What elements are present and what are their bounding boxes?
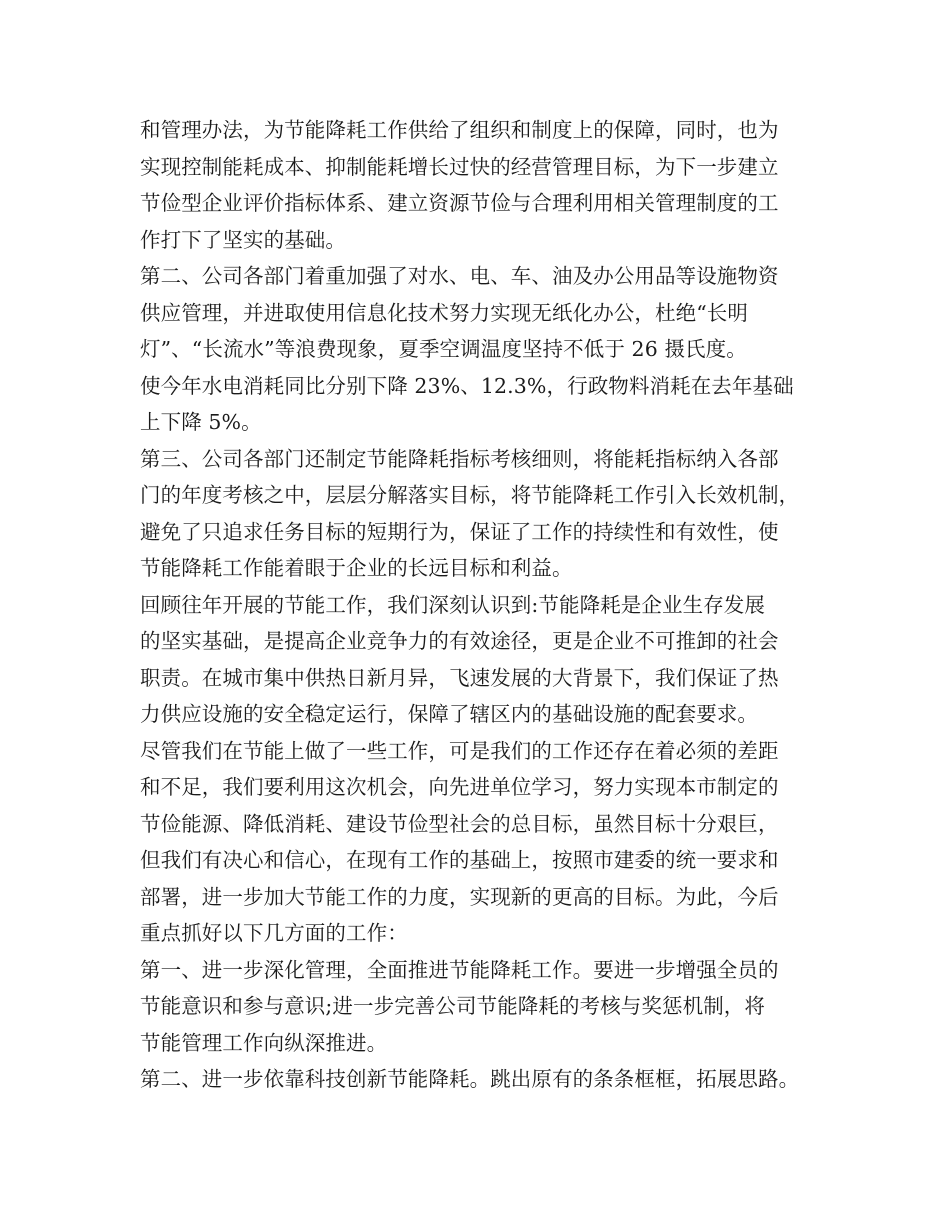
text-line: 作打下了坚实的基础。: [140, 227, 346, 252]
text-line: 第二、进一步依靠科技创新节能降耗。跳出原有的条条框框，拓展思路。: [140, 1067, 800, 1091]
text-line: 节俭型企业评价指标体系、建立资源节俭与合理利用相关管理制度的工: [140, 191, 779, 215]
text-line: 职责。在城市集中供热日新月异，飞速发展的大背景下，我们保证了热: [140, 665, 779, 690]
text-line: 节能降耗工作能着眼于企业的长远目标和利益。: [140, 556, 573, 580]
text-line: 和管理办法，为节能降耗工作供给了组织和制度上的保障，同时，也为: [140, 118, 779, 142]
text-line: 部署，进一步加大节能工作的力度，实现新的更高的目标。为此，今后: [140, 884, 779, 909]
text-line: 和不足，我们要利用这次机会，向先进单位学习，努力实现本市制定的: [140, 775, 779, 799]
text-line: 力供应设施的安全稳定运行，保障了辖区内的基础设施的配套要求。: [140, 702, 758, 726]
text-line: 灯”、“长流水”等浪费现象，夏季空调温度坚持不低于 26 摄氏度。: [140, 337, 747, 361]
text-line: 实现控制能耗成本、抑制能耗增长过快的经营管理目标，为下一步建立: [140, 154, 779, 179]
text-line: 避免了只追求任务目标的短期行为，保证了工作的持续性和有效性，使: [140, 519, 779, 544]
text-line: 回顾往年开展的节能工作，我们深刻认识到:节能降耗是企业生存发展: [140, 592, 766, 617]
text-line: 第三、公司各部门还制定节能降耗指标考核细则，将能耗指标纳入各部: [140, 446, 779, 471]
text-line: 的坚实基础，是提高企业竞争力的有效途径，更是企业不可推卸的社会: [140, 629, 779, 653]
text-line: 但我们有决心和信心，在现有工作的基础上，按照市建委的统一要求和: [140, 848, 779, 872]
text-line: 供应管理，并进取使用信息化技术努力实现无纸化办公，杜绝“长明: [140, 300, 748, 325]
document-body: [140, 112, 830, 1098]
text-line: 重点抓好以下几方面的工作：: [140, 921, 408, 945]
text-line: 第二、公司各部门着重加强了对水、电、车、油及办公用品等设施物资: [140, 264, 779, 288]
text-line: 门的年度考核之中，层层分解落实目标，将节能降耗工作引入长效机制，: [140, 483, 800, 507]
text-line: 节能管理工作向纵深推进。: [140, 1030, 388, 1055]
text-line: 节能意识和参与意识;进一步完善公司节能降耗的考核与奖惩机制，将: [140, 994, 766, 1018]
text-line: 使今年水电消耗同比分别下降 23%、12.3%，行政物料消耗在去年基础: [140, 373, 794, 398]
text-line: 第一、进一步深化管理，全面推进节能降耗工作。要进一步增强全员的: [140, 957, 779, 982]
text-line: 上下降 5%。: [140, 410, 262, 434]
text-line: 尽管我们在节能上做了一些工作，可是我们的工作还存在着必须的差距: [140, 738, 779, 763]
text-line: 节俭能源、降低消耗、建设节俭型社会的总目标，虽然目标十分艰巨，: [140, 811, 779, 836]
